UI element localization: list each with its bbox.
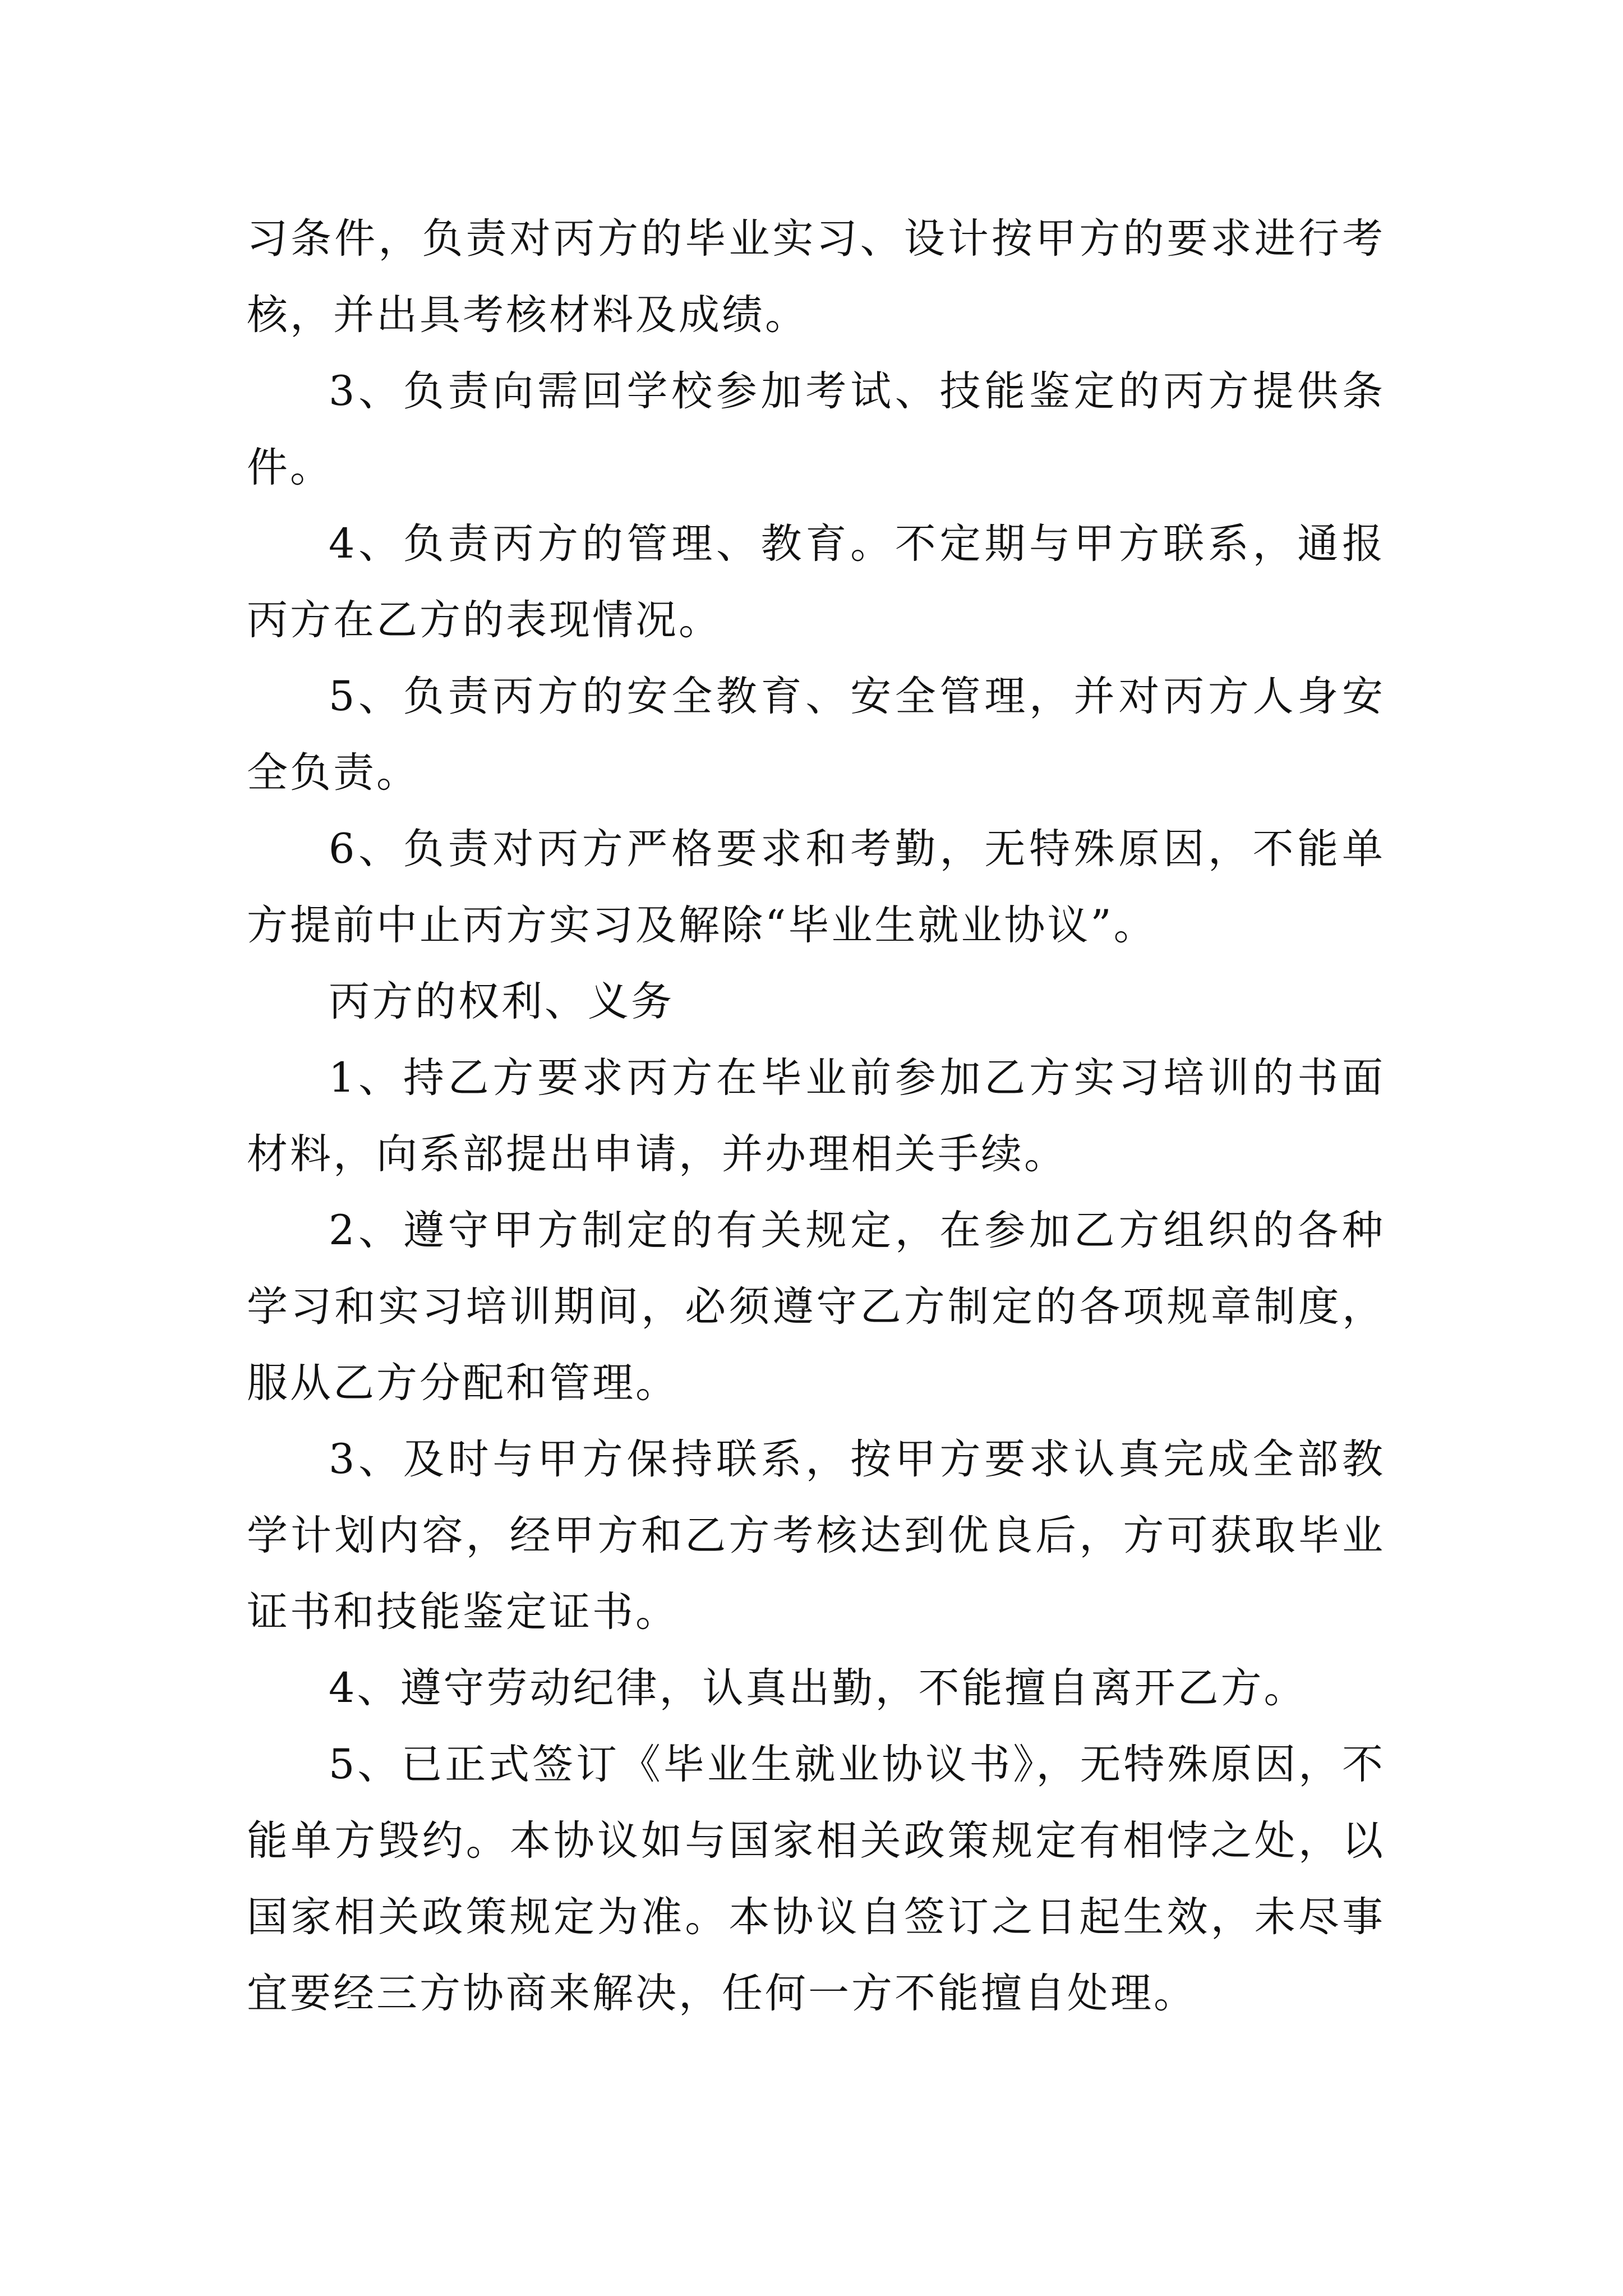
paragraph-item-6: 6、负责对丙方严格要求和考勤，无特殊原因，不能单方提前中止丙方实习及解除“毕业生就业协议”。: [247, 825, 1385, 949]
document-body: [247, 201, 1385, 2032]
paragraph-item-3: 3、负责向需回学校参加考试、技能鉴定的丙方提供条件。: [247, 367, 1385, 491]
paragraph-item-4b: 4、遵守劳动纪律，认真出勤，不能擅自离开乙方。: [329, 1664, 1307, 1712]
section-heading: 丙方的权利、义务: [329, 978, 674, 1025]
paragraph-item-2: 2、遵守甲方制定的有关规定，在参加乙方组织的各种学习和实习培训期间，必须遵守乙方制定的各项规章制度，服从乙方分配和管理。: [247, 1207, 1385, 1407]
paragraph-continuation: 习条件，负责对丙方的毕业实习、设计按甲方的要求进行考核，并出具考核材料及成绩。: [247, 215, 1385, 339]
paragraph-item-5b: 5、已正式签订《毕业生就业协议书》，无特殊原因，不能单方毁约。本协议如与国家相关政策规定有相悖之处，以国家相关政策规定为准。本协议自签订之日起生效，未尽事宜要经三方协商来解决，任何一方不能擅自处理。: [247, 1741, 1385, 2017]
paragraph-item-4: 4、负责丙方的管理、教育。不定期与甲方联系，通报丙方在乙方的表现情况。: [247, 520, 1385, 644]
paragraph-item-1: 1、持乙方要求丙方在毕业前参加乙方实习培训的书面材料，向系部提出申请，并办理相关手续。: [247, 1054, 1385, 1178]
paragraph-item-3b: 3、及时与甲方保持联系，按甲方要求认真完成全部教学计划内容，经甲方和乙方考核达到优良后，方可获取毕业证书和技能鉴定证书。: [247, 1435, 1385, 1636]
paragraph-item-5: 5、负责丙方的安全教育、安全管理，并对丙方人身安全负责。: [247, 673, 1385, 797]
